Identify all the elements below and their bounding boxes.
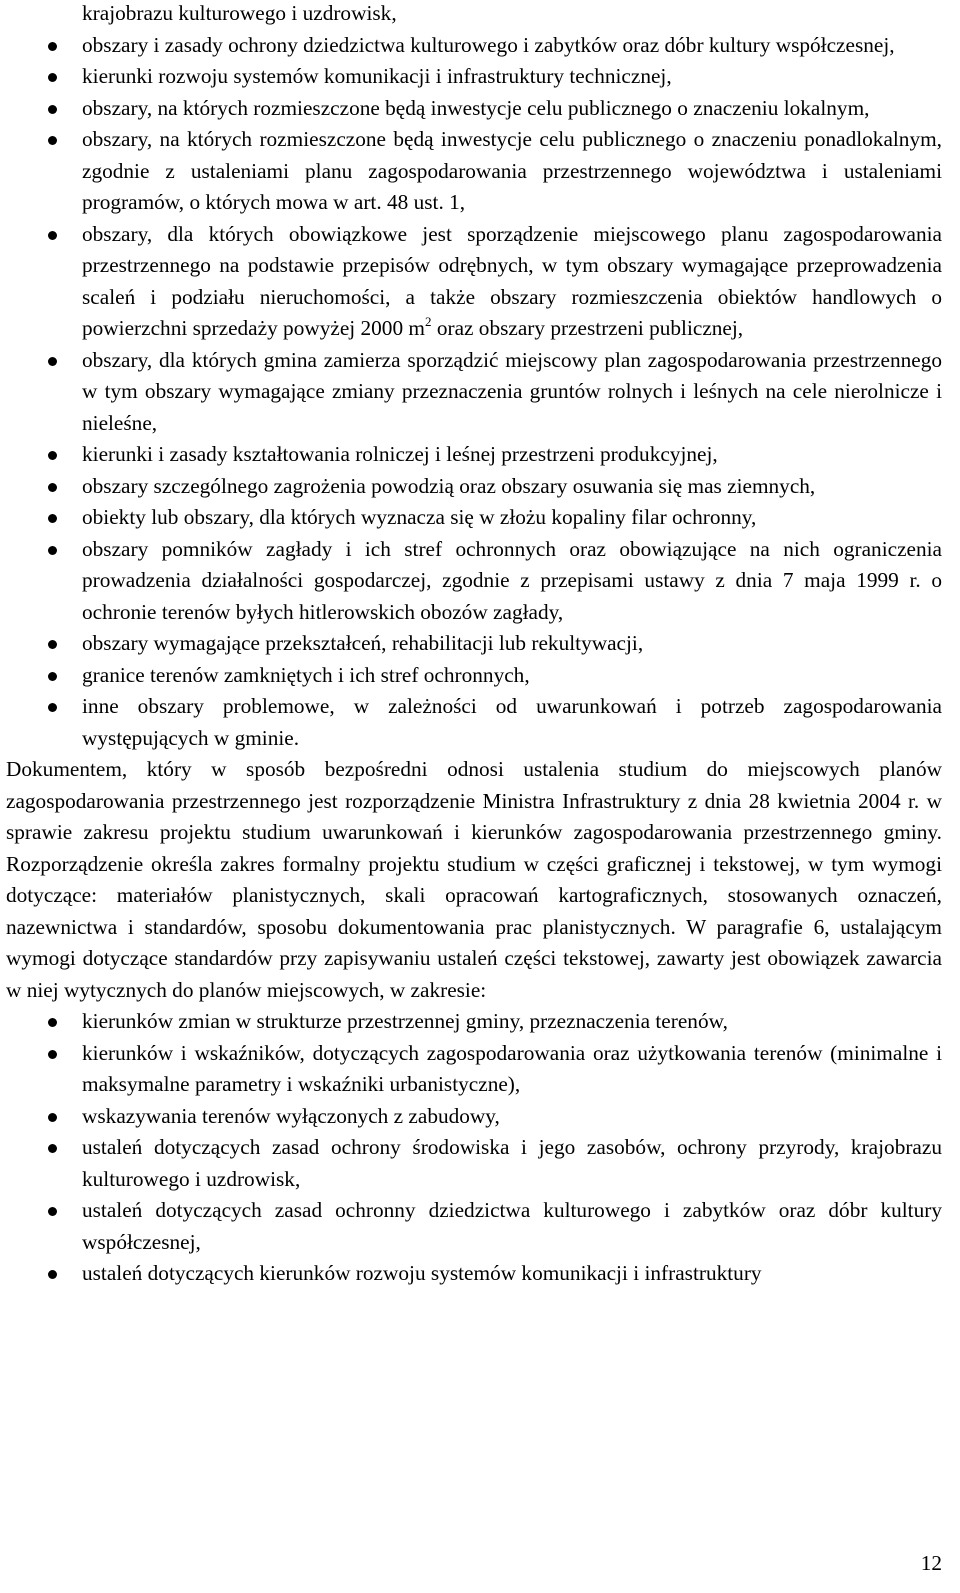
bullet-icon xyxy=(48,514,57,523)
bullet-icon xyxy=(48,42,57,51)
list-item: obszary i zasady ochrony dziedzictwa kulturowego i zabytków oraz dóbr kultury współczesnej, xyxy=(6,30,942,62)
bullet-icon xyxy=(48,703,57,712)
list-item: kierunki i zasady kształtowania rolniczej i leśnej przestrzeni produkcyjnej, xyxy=(6,439,942,471)
bullet-icon xyxy=(48,105,57,114)
list-item: obszary, na których rozmieszczone będą inwestycje celu publicznego o znaczeniu lokalnym, xyxy=(6,93,942,125)
bullet-icon xyxy=(48,1018,57,1027)
bullet-icon xyxy=(48,1270,57,1279)
bullet-list-top xyxy=(6,30,942,755)
list-item xyxy=(6,219,942,345)
bullet-list-bottom xyxy=(6,1006,942,1290)
list-item: obszary szczególnego zagrożenia powodzią oraz obszary osuwania się mas ziemnych, xyxy=(6,471,942,503)
body-paragraph: Dokumentem, który w sposób bezpośredni odnosi ustalenia studium do miejscowych planów zagospodarowania przestrzennego jest rozporządzenie Ministra Infrastruktury z dnia 28 kwietnia 2004 r. w sprawie zakresu projektu studium uwarunkowań i kierunków zagospodarowania przestrzennego gminy. Rozporządzenie określa zakres formalny projektu studium w części graficznej i tekstowej, w tym wymogi dotyczące: materiałów planistycznych, skali opracowań kartograficznych, stosowanych oznaczeń, nazewnictwa i standardów, sposobu dokumentowania prac planistycznych. W paragrafie 6, ustalającym wymogi dotyczące standardów przy zapisywaniu ustaleń części tekstowej, zawarty jest obowiązek zawarcia w niej wytycznych do planów miejscowych, w zakresie: xyxy=(6,757,942,1002)
text-body xyxy=(6,0,942,1290)
list-item: granice terenów zamkniętych i ich stref ochronnych, xyxy=(6,660,942,692)
list-item-text: obszary, dla których obowiązkowe jest sporządzenie miejscowego planu zagospodarowania przestrzennego na podstawie przepisów odrębnych, w tym obszary wymagające przeprowadzenia scaleń i podziału nieruchomości, a także obszary rozmieszczenia obiektów handlowych o powierzchni sprzedaży powyżej 2000 $m^2$ oraz obszary przestrzeni publicznej, xyxy=(82,221,942,340)
list-item: obszary wymagające przekształceń, rehabilitacji lub rekultywacji, xyxy=(6,628,942,660)
bullet-icon xyxy=(48,1113,57,1122)
list-item: kierunków i wskaźników, dotyczących zagospodarowania oraz użytkowania terenów (minimalne i maksymalne parametry i wskaźniki urbanistyczne), xyxy=(6,1038,942,1101)
list-item: obszary pomników zagłady i ich stref ochronnych oraz obowiązujące na nich ograniczenia prowadzenia działalności gospodarczej, zgodnie z przepisami ustawy z dnia 7 maja 1999 r. o ochronie terenów byłych hitlerowskich obozów zagłady, xyxy=(6,534,942,629)
continuation-line: krajobrazu kulturowego i uzdrowisk, xyxy=(82,1,397,25)
bullet-icon xyxy=(48,451,57,460)
list-item: ustaleń dotyczących zasad ochronny dziedzictwa kulturowego i zabytków oraz dóbr kultury współczesnej, xyxy=(6,1195,942,1258)
list-item: ustaleń dotyczących zasad ochrony środowiska i jego zasobów, ochrony przyrody, krajobrazu kulturowego i uzdrowisk, xyxy=(6,1132,942,1195)
list-item: ustaleń dotyczących kierunków rozwoju systemów komunikacji i infrastruktury xyxy=(6,1258,942,1290)
bullet-icon xyxy=(48,672,57,681)
bullet-icon xyxy=(48,73,57,82)
superscript: 2 xyxy=(425,314,432,329)
bullet-icon xyxy=(48,1207,57,1216)
bullet-icon xyxy=(48,640,57,649)
list-item: obszary, na których rozmieszczone będą inwestycje celu publicznego o znaczeniu ponadlokalnym, zgodnie z ustaleniami planu zagospodarowania przestrzennego województwa i ustaleniami programów, o których mowa w art. 48 ust. 1, xyxy=(6,124,942,219)
list-item: obiekty lub obszary, dla których wyznacza się w złożu kopaliny filar ochronny, xyxy=(6,502,942,534)
bullet-icon xyxy=(48,546,57,555)
page-number: 12 xyxy=(920,1551,942,1575)
bullet-icon xyxy=(48,1144,57,1153)
list-item: inne obszary problemowe, w zależności od uwarunkowań i potrzeb zagospodarowania występujących w gminie. xyxy=(6,691,942,754)
bullet-icon xyxy=(48,357,57,366)
list-item: wskazywania terenów wyłączonych z zabudowy, xyxy=(6,1101,942,1133)
list-item: kierunków zmian w strukturze przestrzennej gminy, przeznaczenia terenów, xyxy=(6,1006,942,1038)
bullet-icon xyxy=(48,483,57,492)
bullet-icon xyxy=(48,231,57,240)
list-item: kierunki rozwoju systemów komunikacji i infrastruktury technicznej, xyxy=(6,61,942,93)
bullet-icon xyxy=(48,136,57,145)
list-item: obszary, dla których gmina zamierza sporządzić miejscowy plan zagospodarowania przestrzennego w tym obszary wymagające zmiany przeznaczenia gruntów rolnych i leśnych na cele nierolnicze i nieleśne, xyxy=(6,345,942,440)
bullet-icon xyxy=(48,1050,57,1059)
